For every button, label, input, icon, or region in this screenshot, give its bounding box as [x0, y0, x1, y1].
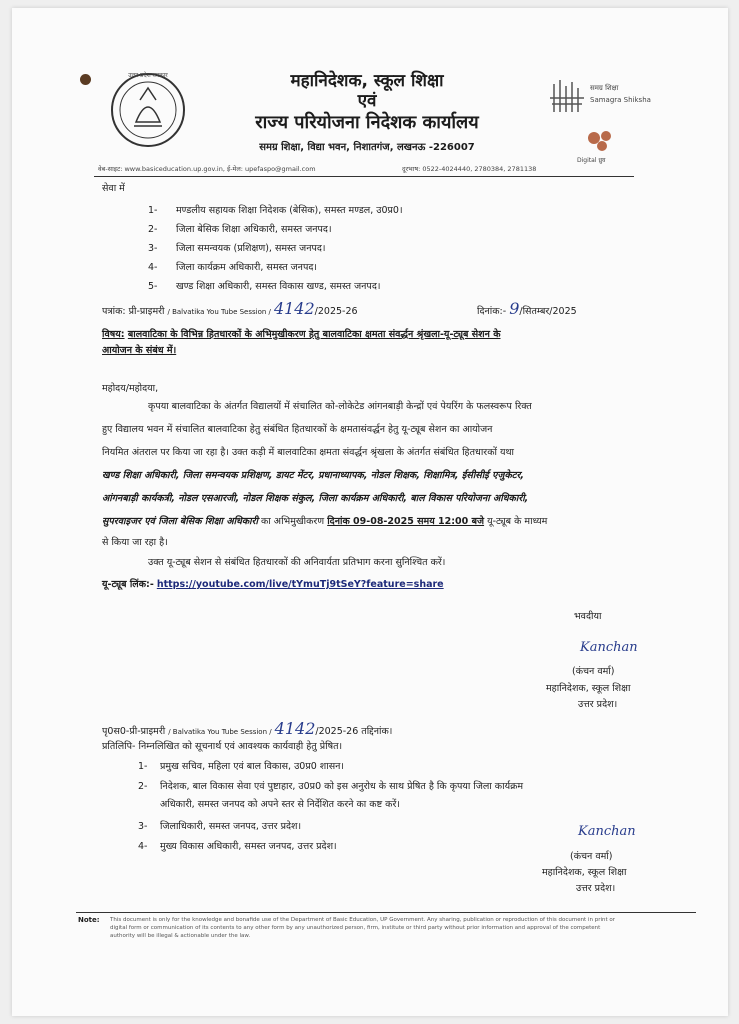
body-line-4: खण्ड शिक्षा अधिकारी, जिला समन्वयक प्रशिक्षण, डायट मेंटर, प्रधानाध्यापक, नोडल शिक्षक, शिक्षामित्र, ईसीसीई एजुकेटर, [102, 470, 525, 481]
header-divider [94, 176, 634, 177]
signatory-name: (कंचन वर्मा) [572, 666, 615, 677]
list-item: 5- खण्ड शिक्षा अधिकारी, समस्त विकास खण्ड, समस्त जनपद। [148, 281, 381, 292]
logo-line-2: Samagra Shiksha [590, 96, 651, 104]
header-line-3: राज्य परियोजना निदेशक कार्यालय [255, 112, 479, 133]
signature: Kanchan [578, 824, 636, 839]
samagra-shiksha-logo-icon [548, 76, 588, 116]
body-line-1: कृपया बालवाटिका के अंतर्गत विद्यालयों में संचालित को-लोकेटेड आंगनबाड़ी केन्द्रों एवं पेयरिंग के फलस्वरूप रिक्त [148, 401, 532, 412]
subject-line-2: आयोजन के संबंध में। [102, 345, 177, 356]
subject-line-1: विषय: बालवाटिका के विभिन्न हितधारकों के अभिमुखीकरण हेतु बालवाटिका क्षमता संवर्द्धन श्रृंखला-यू-ट्यूब सेशन के [102, 329, 501, 340]
salutation: महोदय/महोदया, [102, 383, 159, 394]
signatory-state: उत्तर प्रदेश। [578, 699, 618, 710]
body-line-5: आंगनबाड़ी कार्यकत्री, नोडल एसआरजी, नोडल शिक्षक संकुल, जिला कार्यक्रम अधिकारी, बाल विकास परियोजना अधिकारी, [102, 493, 529, 504]
letter-page [12, 8, 728, 1016]
list-item: 3- जिलाधिकारी, समस्त जनपद, उत्तर प्रदेश। [138, 821, 302, 832]
handwritten-number: 4142 [273, 299, 315, 318]
up-government-seal-icon [108, 70, 188, 150]
footer-label: Note: [78, 916, 100, 924]
body-line-6: सुपरवाइजर एवं जिला बेसिक शिक्षा अधिकारी का अभिमुखीकरण दिनांक 09-08-2025 समय 12:00 बजे यू-ट्यूब के माध्यम [102, 516, 548, 527]
closing: भवदीया [574, 611, 602, 622]
copy-heading: प्रतिलिपि- निम्नलिखित को सूचनार्थ एवं आवश्यक कार्यवाही हेतु प्रेषित। [102, 741, 343, 752]
body-paragraph-2: उक्त यू-ट्यूब सेशन से संबंधित हितधारकों की अनिवार्यता प्रतिभाग करना सुनिश्चित करें। [148, 557, 446, 568]
list-item: 2- जिला बेसिक शिक्षा अधिकारी, समस्त जनपद। [148, 224, 332, 235]
logo-tag: Digital ध्रुव [577, 157, 606, 164]
to-heading: सेवा में [102, 183, 125, 194]
youtube-link[interactable]: https://youtube.com/live/tYmuTj9tSeY?feature=share [156, 579, 444, 590]
digital-dhruv-logo-icon [582, 126, 622, 158]
date-line: दिनांक:- 9/सितम्बर/2025 [477, 299, 577, 318]
body-line-7: से किया जा रहा है। [102, 537, 168, 548]
recipient-list [148, 204, 403, 299]
signatory-title: महानिदेशक, स्कूल शिक्षा [542, 867, 627, 878]
punch-hole [80, 74, 91, 85]
signatory-title: महानिदेशक, स्कूल शिक्षा [546, 683, 631, 694]
seal-text: उत्तर प्रदेश सरकार [128, 72, 168, 79]
list-item: 4- मुख्य विकास अधिकारी, समस्त जनपद, उत्तर प्रदेश। [138, 841, 337, 852]
footer-divider [76, 912, 696, 913]
list-item: 1- प्रमुख सचिव, महिला एवं बाल विकास, उ0प्र0 शासन। [138, 761, 345, 772]
body-line-3: नियमित अंतराल पर किया जा रहा है। उक्त कड़ी में बालवाटिका क्षमता संवर्द्धन श्रृंखला के अंतर्गत संबंधित हितधारकों यथा [102, 447, 515, 458]
header-address: समग्र शिक्षा, विद्या भवन, निशातगंज, लखनऊ -226007 [259, 142, 475, 153]
signatory-state: उत्तर प्रदेश। [576, 883, 616, 894]
list-item: 3- जिला समन्वयक (प्रशिक्षण), समस्त जनपद। [148, 243, 326, 254]
list-item: 1- मण्डलीय सहायक शिक्षा निदेशक (बेसिक), समस्त मण्डल, उ0प्र0। [148, 205, 403, 216]
logo-line-1: समग्र शिक्षा [590, 84, 619, 92]
header-line-1: महानिदेशक, स्कूल शिक्षा [290, 71, 444, 91]
body-line-2: हुए विद्यालय भवन में संचालित बालवाटिका हेतु संबंधित हितधारकों के क्षमतासंवर्द्धन हेतु यू-ट्यूब सेशन का आयोजन [102, 424, 493, 435]
list-item-continuation: अधिकारी, समस्त जनपद को अपने स्तर से निर्देशित करने का कष्ट करें। [160, 799, 400, 810]
footer-note: This document is only for the knowledge and bonafide use of the Department of Basic Education, UP Government. Any sharing, publication or reproduction of this document in print or digital form or communication of its contents to any other form by any unauthorized person, firm, institute or third party without prior information and approval of the competent authority will be illegal & actionable under the law. [110, 917, 616, 939]
reference-line: पत्रांक: प्री-प्राइमरी / Balvatika You Tube Session / 4142/2025-26 [102, 299, 358, 318]
copy-list [138, 760, 523, 860]
list-item: 2- निदेशक, बाल विकास सेवा एवं पुष्टाहार, उ0प्र0 को इस अनुरोध के साथ प्रेषित है कि कृपया जिला कार्यक्रम [138, 781, 524, 792]
header-line-2: एवं [357, 91, 377, 111]
header-contact-web: वेब-साइट: www.basiceducation.up.gov.in, ई-मेल: upefaspo@gmail.com [98, 165, 316, 173]
youtube-link-line: यू-ट्यूब लिंक:- https://youtube.com/live/tYmuTj9tSeY?feature=share [102, 579, 444, 590]
signature: Kanchan [580, 640, 638, 655]
signatory-name: (कंचन वर्मा) [570, 851, 613, 862]
list-item: 4- जिला कार्यक्रम अधिकारी, समस्त जनपद। [148, 262, 317, 273]
header-contact-phone: दूरभाष: 0522-4024440, 2780384, 2781138 [402, 165, 537, 173]
copy-reference-line: पृ0स0-प्री-प्राइमरी / Balvatika You Tube Session / 4142/2025-26 तद्दिनांक। [102, 719, 393, 738]
